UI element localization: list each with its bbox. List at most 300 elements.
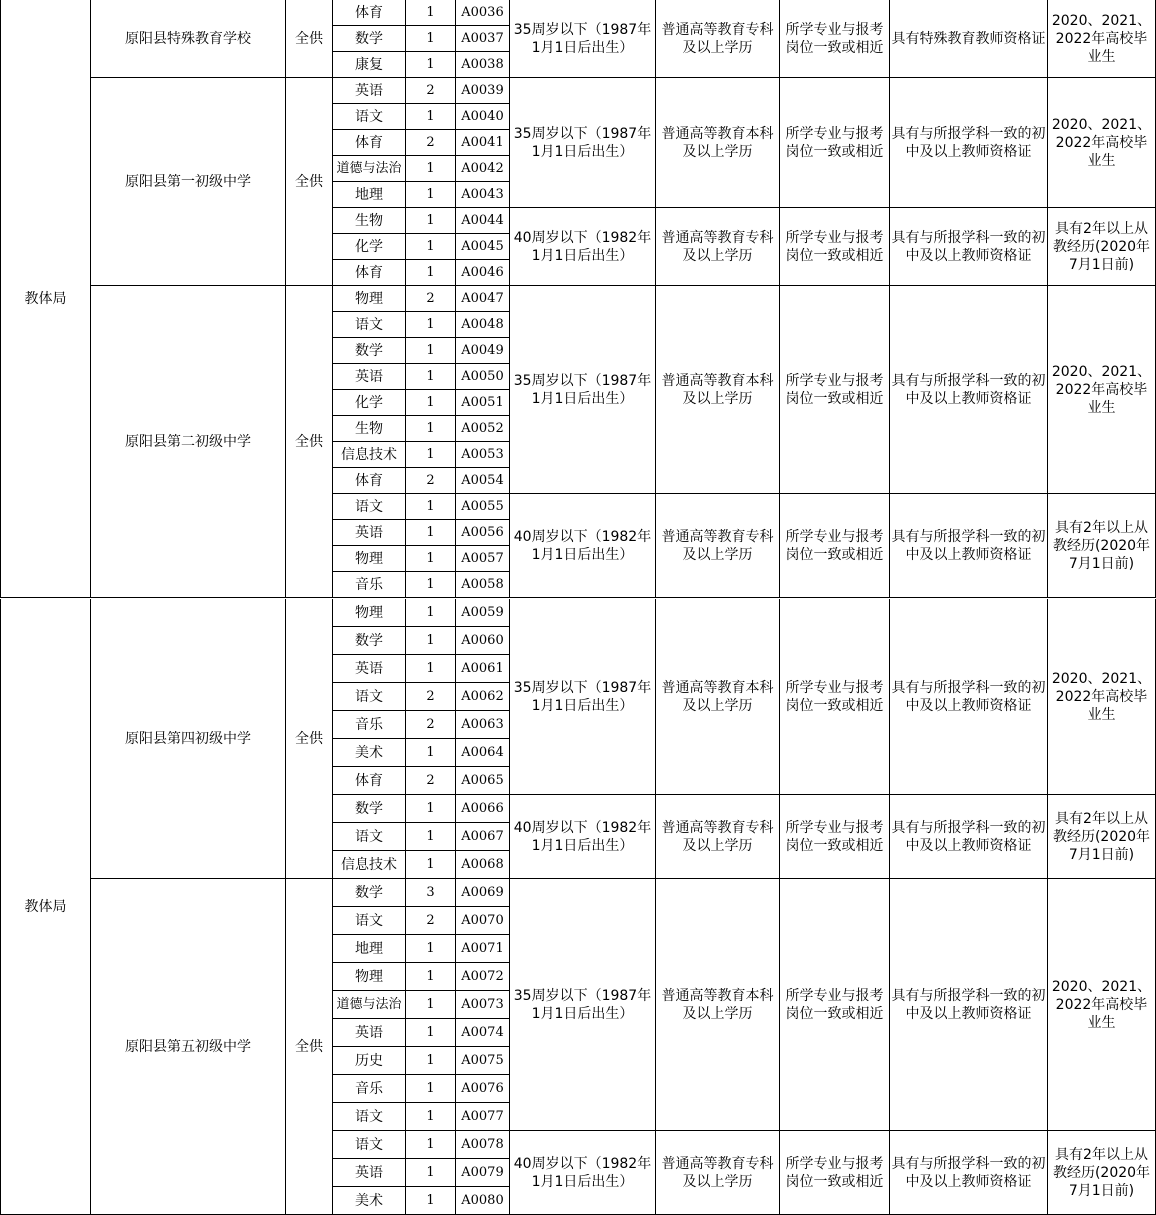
position-code-cell	[456, 907, 510, 935]
count-cell-text: 1	[426, 996, 435, 1012]
count-cell	[406, 182, 456, 208]
education-requirement-cell-text: 普通高等教育本科及以上学历	[661, 372, 774, 407]
subject-cell	[333, 364, 406, 390]
subject-cell-text: 生物	[355, 212, 383, 229]
count-cell-text: 1	[426, 446, 435, 462]
subject-cell-text: 物理	[355, 604, 383, 621]
subject-cell	[333, 1103, 406, 1131]
subject-cell-text: 数学	[355, 884, 383, 901]
funding-type-cell	[286, 78, 333, 286]
position-code-cell	[456, 468, 510, 494]
qualification-requirement-cell-text: 具有与所报学科一致的初中及以上教师资格证	[891, 679, 1046, 714]
position-code-cell	[456, 312, 510, 338]
subject-cell	[333, 767, 406, 795]
school-name-cell	[91, 286, 286, 598]
position-code-cell-text: A0039	[461, 82, 504, 98]
subject-cell-text: 英语	[355, 1024, 383, 1041]
qualification-requirement-cell-text: 具有特殊教育教师资格证	[891, 30, 1046, 47]
major-requirement-cell-text: 所学专业与报考岗位一致或相近	[785, 679, 884, 714]
count-cell-text: 2	[426, 688, 435, 704]
age-requirement-cell-text: 35周岁以下（1987年1月1日后出生）	[513, 987, 652, 1022]
subject-cell	[333, 599, 406, 627]
count-cell	[406, 494, 456, 520]
major-requirement-cell	[780, 599, 890, 795]
count-cell	[406, 26, 456, 52]
count-cell	[406, 104, 456, 130]
subject-cell-text: 生物	[355, 420, 383, 437]
subject-cell-text: 地理	[355, 186, 383, 203]
subject-cell-text: 语文	[355, 1136, 383, 1153]
other-requirement-cell	[1048, 1131, 1156, 1215]
count-cell-text: 1	[426, 744, 435, 760]
count-cell-text: 1	[426, 660, 435, 676]
other-requirement-cell	[1048, 0, 1156, 78]
count-cell-text: 1	[426, 342, 435, 358]
other-requirement-cell	[1048, 286, 1156, 494]
subject-cell-text: 语文	[355, 316, 383, 333]
subject-cell	[333, 104, 406, 130]
subject-cell-text: 数学	[355, 30, 383, 47]
count-cell	[406, 312, 456, 338]
age-requirement-cell	[510, 1131, 656, 1215]
position-code-cell	[456, 208, 510, 234]
school-name-cell	[91, 78, 286, 286]
major-requirement-cell-text: 所学专业与报考岗位一致或相近	[785, 528, 884, 563]
count-cell	[406, 130, 456, 156]
position-code-cell-text: A0076	[461, 1080, 504, 1096]
qualification-requirement-cell	[890, 879, 1048, 1131]
subject-cell	[333, 130, 406, 156]
subject-cell	[333, 546, 406, 572]
position-code-cell	[456, 1131, 510, 1159]
count-cell	[406, 520, 456, 546]
qualification-requirement-cell-text: 具有与所报学科一致的初中及以上教师资格证	[891, 229, 1046, 264]
subject-cell	[333, 1075, 406, 1103]
funding-type-cell-text: 全供	[295, 730, 323, 747]
count-cell	[406, 879, 456, 907]
count-cell-text: 1	[426, 1108, 435, 1124]
major-requirement-cell	[780, 494, 890, 598]
count-cell-text: 1	[426, 30, 435, 46]
position-code-cell	[456, 442, 510, 468]
position-code-cell	[456, 182, 510, 208]
count-cell	[406, 1075, 456, 1103]
position-code-cell-text: A0078	[461, 1136, 504, 1152]
subject-cell-text: 体育	[355, 134, 383, 151]
count-cell-text: 1	[426, 368, 435, 384]
subject-cell	[333, 683, 406, 711]
funding-type-cell-text: 全供	[295, 433, 323, 450]
count-cell	[406, 1103, 456, 1131]
position-code-cell-text: A0069	[461, 884, 504, 900]
position-code-cell	[456, 683, 510, 711]
count-cell	[406, 1019, 456, 1047]
major-requirement-cell	[780, 879, 890, 1131]
subject-cell	[333, 234, 406, 260]
school-name-cell-text: 原阳县特殊教育学校	[125, 30, 251, 47]
qualification-requirement-cell-text: 具有与所报学科一致的初中及以上教师资格证	[891, 1155, 1046, 1190]
qualification-requirement-cell	[890, 78, 1048, 208]
subject-cell	[333, 338, 406, 364]
position-code-cell-text: A0055	[461, 498, 504, 514]
education-requirement-cell-text: 普通高等教育专科及以上学历	[661, 1155, 774, 1190]
subject-cell	[333, 1019, 406, 1047]
subject-cell	[333, 1159, 406, 1187]
education-requirement-cell-text: 普通高等教育本科及以上学历	[661, 125, 774, 160]
subject-cell	[333, 182, 406, 208]
count-cell-text: 2	[426, 82, 435, 98]
subject-cell-text: 英语	[355, 660, 383, 677]
department-cell-text: 教体局	[24, 290, 67, 307]
subject-cell-text: 数学	[355, 342, 383, 359]
subject-cell-text: 物理	[355, 290, 383, 307]
position-code-cell-text: A0064	[461, 744, 504, 760]
count-cell	[406, 234, 456, 260]
school-name-cell	[91, 879, 286, 1215]
education-requirement-cell	[656, 286, 780, 494]
position-code-cell-text: A0060	[461, 632, 504, 648]
subject-cell-text: 物理	[355, 550, 383, 567]
subject-cell	[333, 52, 406, 78]
count-cell	[406, 823, 456, 851]
other-requirement-cell	[1048, 599, 1156, 795]
count-cell-text: 2	[426, 716, 435, 732]
subject-cell	[333, 286, 406, 312]
subject-cell	[333, 1187, 406, 1215]
subject-cell-text: 语文	[355, 1108, 383, 1125]
department-cell-text: 教体局	[24, 898, 67, 915]
position-code-cell	[456, 338, 510, 364]
department-cell	[0, 599, 91, 1215]
position-code-cell-text: A0072	[461, 968, 504, 984]
education-requirement-cell-text: 普通高等教育专科及以上学历	[661, 528, 774, 563]
position-code-cell-text: A0049	[461, 342, 504, 358]
count-cell	[406, 655, 456, 683]
subject-cell	[333, 963, 406, 991]
subject-cell-text: 英语	[355, 82, 383, 99]
age-requirement-cell-text: 35周岁以下（1987年1月1日后出生）	[513, 21, 652, 56]
subject-cell	[333, 991, 406, 1019]
subject-cell-text: 信息技术	[341, 446, 397, 463]
qualification-requirement-cell	[890, 599, 1048, 795]
subject-cell	[333, 879, 406, 907]
subject-cell-text: 历史	[355, 1052, 383, 1069]
position-code-cell-text: A0074	[461, 1024, 504, 1040]
position-code-cell	[456, 572, 510, 598]
count-cell	[406, 1131, 456, 1159]
subject-cell	[333, 739, 406, 767]
major-requirement-cell-text: 所学专业与报考岗位一致或相近	[785, 21, 884, 56]
major-requirement-cell-text: 所学专业与报考岗位一致或相近	[785, 1155, 884, 1190]
count-cell	[406, 963, 456, 991]
count-cell	[406, 416, 456, 442]
position-code-cell-text: A0062	[461, 688, 504, 704]
subject-cell	[333, 416, 406, 442]
position-code-cell-text: A0073	[461, 996, 504, 1012]
subject-cell	[333, 208, 406, 234]
subject-cell-text: 语文	[355, 828, 383, 845]
subject-cell-text: 化学	[355, 238, 383, 255]
other-requirement-cell-text: 2020、2021、2022年高校毕业生	[1051, 978, 1152, 1031]
age-requirement-cell-text: 35周岁以下（1987年1月1日后出生）	[513, 679, 652, 714]
education-requirement-cell-text: 普通高等教育本科及以上学历	[661, 987, 774, 1022]
position-code-cell	[456, 1103, 510, 1131]
subject-cell	[333, 1131, 406, 1159]
age-requirement-cell	[510, 0, 656, 78]
major-requirement-cell	[780, 1131, 890, 1215]
education-requirement-cell	[656, 78, 780, 208]
count-cell-text: 1	[426, 186, 435, 202]
subject-cell-text: 语文	[355, 688, 383, 705]
position-code-cell-text: A0063	[461, 716, 504, 732]
count-cell	[406, 935, 456, 963]
position-code-cell	[456, 156, 510, 182]
subject-cell	[333, 156, 406, 182]
count-cell-text: 1	[426, 604, 435, 620]
position-code-cell-text: A0067	[461, 828, 504, 844]
subject-cell-text: 道德与法治	[336, 996, 402, 1012]
age-requirement-cell	[510, 599, 656, 795]
subject-cell-text: 音乐	[355, 1080, 383, 1097]
count-cell-text: 1	[426, 420, 435, 436]
subject-cell	[333, 795, 406, 823]
education-requirement-cell-text: 普通高等教育本科及以上学历	[661, 679, 774, 714]
education-requirement-cell	[656, 795, 780, 879]
subject-cell-text: 英语	[355, 368, 383, 385]
subject-cell	[333, 26, 406, 52]
funding-type-cell	[286, 879, 333, 1215]
major-requirement-cell-text: 所学专业与报考岗位一致或相近	[785, 229, 884, 264]
subject-cell	[333, 935, 406, 963]
subject-cell	[333, 260, 406, 286]
qualification-requirement-cell	[890, 208, 1048, 286]
major-requirement-cell	[780, 0, 890, 78]
position-code-cell	[456, 286, 510, 312]
position-code-cell	[456, 1187, 510, 1215]
education-requirement-cell	[656, 1131, 780, 1215]
subject-cell-text: 物理	[355, 968, 383, 985]
count-cell	[406, 0, 456, 26]
other-requirement-cell-text: 具有2年以上从教经历(2020年7月1日前)	[1052, 810, 1151, 863]
count-cell	[406, 390, 456, 416]
qualification-requirement-cell-text: 具有与所报学科一致的初中及以上教师资格证	[891, 987, 1046, 1022]
other-requirement-cell	[1048, 879, 1156, 1131]
position-code-cell-text: A0058	[461, 576, 504, 592]
subject-cell	[333, 711, 406, 739]
qualification-requirement-cell	[890, 0, 1048, 78]
count-cell-text: 1	[426, 1192, 435, 1208]
count-cell-text: 1	[426, 56, 435, 72]
count-cell	[406, 572, 456, 598]
major-requirement-cell-text: 所学专业与报考岗位一致或相近	[785, 372, 884, 407]
count-cell-text: 1	[426, 498, 435, 514]
count-cell	[406, 260, 456, 286]
count-cell-text: 1	[426, 238, 435, 254]
age-requirement-cell-text: 35周岁以下（1987年1月1日后出生）	[513, 372, 652, 407]
major-requirement-cell	[780, 795, 890, 879]
other-requirement-cell	[1048, 494, 1156, 598]
age-requirement-cell-text: 40周岁以下（1982年1月1日后出生）	[513, 528, 652, 563]
count-cell-text: 1	[426, 800, 435, 816]
funding-type-cell	[286, 0, 333, 78]
age-requirement-cell	[510, 795, 656, 879]
count-cell	[406, 627, 456, 655]
count-cell	[406, 442, 456, 468]
subject-cell-text: 音乐	[355, 716, 383, 733]
position-code-cell-text: A0071	[461, 940, 504, 956]
subject-cell	[333, 494, 406, 520]
school-name-cell-text: 原阳县第四初级中学	[125, 730, 251, 747]
count-cell	[406, 683, 456, 711]
position-code-cell	[456, 1047, 510, 1075]
position-code-cell-text: A0041	[461, 134, 504, 150]
education-requirement-cell	[656, 208, 780, 286]
position-code-cell	[456, 963, 510, 991]
position-code-cell	[456, 520, 510, 546]
position-code-cell-text: A0079	[461, 1164, 504, 1180]
school-name-cell-text: 原阳县第一初级中学	[125, 173, 251, 190]
position-code-cell	[456, 851, 510, 879]
count-cell	[406, 364, 456, 390]
age-requirement-cell	[510, 879, 656, 1131]
age-requirement-cell	[510, 286, 656, 494]
education-requirement-cell-text: 普通高等教育专科及以上学历	[661, 819, 774, 854]
major-requirement-cell	[780, 208, 890, 286]
position-code-cell-text: A0080	[461, 1192, 504, 1208]
position-code-cell	[456, 1019, 510, 1047]
school-name-cell-text: 原阳县第二初级中学	[125, 433, 251, 450]
age-requirement-cell-text: 40周岁以下（1982年1月1日后出生）	[513, 819, 652, 854]
position-code-cell-text: A0070	[461, 912, 504, 928]
qualification-requirement-cell-text: 具有与所报学科一致的初中及以上教师资格证	[891, 372, 1046, 407]
count-cell-text: 1	[426, 828, 435, 844]
qualification-requirement-cell-text: 具有与所报学科一致的初中及以上教师资格证	[891, 125, 1046, 160]
count-cell	[406, 546, 456, 572]
subject-cell-text: 英语	[355, 524, 383, 541]
position-code-cell	[456, 935, 510, 963]
subject-cell-text: 音乐	[355, 576, 383, 593]
qualification-requirement-cell	[890, 494, 1048, 598]
education-requirement-cell	[656, 0, 780, 78]
school-name-cell	[91, 0, 286, 78]
position-code-cell-text: A0051	[461, 394, 504, 410]
count-cell-text: 1	[426, 212, 435, 228]
department-cell	[0, 0, 91, 598]
education-requirement-cell	[656, 494, 780, 598]
position-code-cell-text: A0059	[461, 604, 504, 620]
position-code-cell	[456, 767, 510, 795]
position-code-cell	[456, 104, 510, 130]
count-cell-text: 1	[426, 968, 435, 984]
qualification-requirement-cell-text: 具有与所报学科一致的初中及以上教师资格证	[891, 528, 1046, 563]
subject-cell-text: 体育	[355, 472, 383, 489]
count-cell	[406, 599, 456, 627]
subject-cell	[333, 0, 406, 26]
position-code-cell	[456, 1159, 510, 1187]
school-name-cell-text: 原阳县第五初级中学	[125, 1038, 251, 1055]
position-code-cell	[456, 130, 510, 156]
count-cell-text: 1	[426, 632, 435, 648]
position-code-cell	[456, 823, 510, 851]
position-code-cell-text: A0056	[461, 524, 504, 540]
count-cell-text: 1	[426, 4, 435, 20]
count-cell	[406, 78, 456, 104]
position-code-cell	[456, 711, 510, 739]
count-cell-text: 1	[426, 1052, 435, 1068]
position-code-cell-text: A0040	[461, 108, 504, 124]
position-code-cell	[456, 234, 510, 260]
position-code-cell	[456, 364, 510, 390]
other-requirement-cell-text: 2020、2021、2022年高校毕业生	[1051, 670, 1152, 723]
age-requirement-cell	[510, 78, 656, 208]
position-code-cell	[456, 260, 510, 286]
position-code-cell	[456, 416, 510, 442]
count-cell-text: 1	[426, 524, 435, 540]
count-cell-text: 2	[426, 290, 435, 306]
subject-cell-text: 地理	[355, 940, 383, 957]
funding-type-cell-text: 全供	[295, 30, 323, 47]
count-cell	[406, 1159, 456, 1187]
count-cell	[406, 338, 456, 364]
education-requirement-cell-text: 普通高等教育专科及以上学历	[661, 229, 774, 264]
position-code-cell-text: A0057	[461, 550, 504, 566]
position-code-cell	[456, 1075, 510, 1103]
other-requirement-cell-text: 具有2年以上从教经历(2020年7月1日前)	[1052, 220, 1151, 273]
count-cell	[406, 208, 456, 234]
position-code-cell-text: A0046	[461, 264, 504, 280]
position-code-cell	[456, 739, 510, 767]
position-code-cell-text: A0066	[461, 800, 504, 816]
position-code-cell-text: A0036	[461, 4, 504, 20]
position-code-cell-text: A0053	[461, 446, 504, 462]
age-requirement-cell-text: 40周岁以下（1982年1月1日后出生）	[513, 1155, 652, 1190]
position-code-cell-text: A0052	[461, 420, 504, 436]
subject-cell	[333, 390, 406, 416]
funding-type-cell	[286, 599, 333, 879]
other-requirement-cell-text: 2020、2021、2022年高校毕业生	[1051, 12, 1152, 65]
subject-cell	[333, 468, 406, 494]
major-requirement-cell-text: 所学专业与报考岗位一致或相近	[785, 987, 884, 1022]
count-cell	[406, 468, 456, 494]
count-cell	[406, 991, 456, 1019]
position-code-cell-text: A0042	[461, 160, 504, 176]
major-requirement-cell-text: 所学专业与报考岗位一致或相近	[785, 819, 884, 854]
count-cell-text: 1	[426, 856, 435, 872]
count-cell-text: 1	[426, 160, 435, 176]
subject-cell-text: 化学	[355, 394, 383, 411]
position-code-cell-text: A0075	[461, 1052, 504, 1068]
position-code-cell-text: A0077	[461, 1108, 504, 1124]
count-cell-text: 2	[426, 134, 435, 150]
count-cell-text: 1	[426, 1080, 435, 1096]
position-code-cell	[456, 78, 510, 104]
count-cell-text: 1	[426, 264, 435, 280]
count-cell	[406, 711, 456, 739]
position-code-cell	[456, 390, 510, 416]
position-code-cell	[456, 655, 510, 683]
subject-cell	[333, 442, 406, 468]
age-requirement-cell-text: 35周岁以下（1987年1月1日后出生）	[513, 125, 652, 160]
subject-cell	[333, 312, 406, 338]
count-cell	[406, 52, 456, 78]
subject-cell	[333, 627, 406, 655]
count-cell	[406, 1187, 456, 1215]
major-requirement-cell-text: 所学专业与报考岗位一致或相近	[785, 125, 884, 160]
position-code-cell	[456, 546, 510, 572]
position-code-cell-text: A0044	[461, 212, 504, 228]
position-code-cell	[456, 52, 510, 78]
position-code-cell-text: A0068	[461, 856, 504, 872]
